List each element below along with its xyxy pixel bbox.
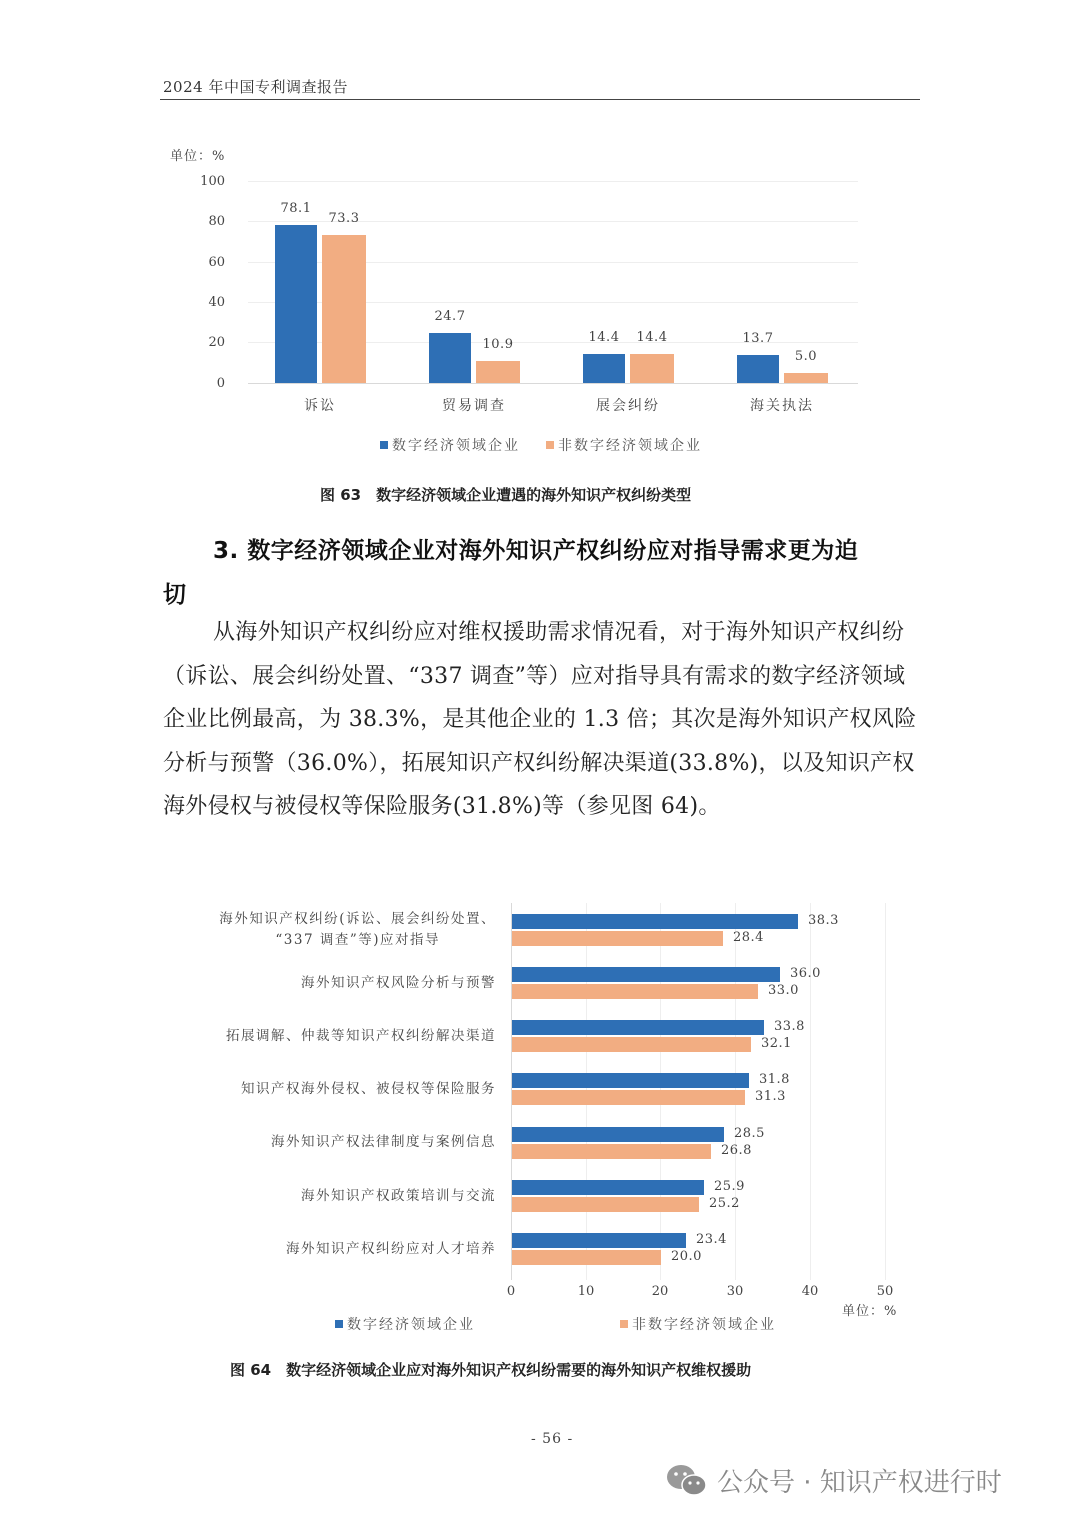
x-tick: 30 (726, 1284, 744, 1299)
value-label: 36.0 (790, 966, 821, 981)
legend-swatch-orange (620, 1320, 628, 1328)
figure-caption: 图 64 数字经济领域企业应对海外知识产权纠纷需要的海外知识产权维权援助 (230, 1361, 752, 1379)
unit-label: 单位：% (170, 149, 226, 164)
value-label: 24.7 (434, 309, 466, 324)
row-label: 海外知识产权风险分析与预警 (301, 975, 496, 991)
value-label: 31.3 (755, 1089, 786, 1104)
wechat-icon (665, 1463, 709, 1499)
row-label: 海外知识产权法律制度与案例信息 (271, 1134, 496, 1150)
row-label: 海外知识产权政策培训与交流 (301, 1188, 496, 1204)
x-tick: 50 (876, 1284, 894, 1299)
gridline (885, 903, 886, 1280)
x-tick: 20 (651, 1284, 669, 1299)
value-label: 28.5 (734, 1126, 765, 1141)
y-tick: 40 (208, 295, 225, 310)
legend-label: 数字经济领域企业 (392, 438, 520, 454)
category-label: 海关执法 (750, 398, 814, 414)
y-tick: 100 (200, 174, 225, 189)
page-number: - 56 - (531, 1431, 574, 1447)
value-label: 10.9 (482, 337, 514, 352)
row-label: 知识产权海外侵权、被侵权等保险服务 (241, 1081, 496, 1097)
value-label: 38.3 (808, 913, 839, 928)
row-label-line2: “337 调查”等)应对指导 (275, 932, 440, 948)
legend-item-digital (335, 1314, 475, 1334)
value-label: 14.4 (588, 330, 620, 345)
category-label: 贸易调查 (442, 398, 506, 414)
y-tick: 60 (208, 255, 225, 270)
y-tick: 80 (208, 214, 225, 229)
bar-non-digital (512, 1037, 751, 1052)
y-tick: 0 (216, 376, 225, 391)
row-label: 拓展调解、仲裁等知识产权纠纷解决渠道 (226, 1028, 496, 1044)
category-label: 展会纠纷 (596, 398, 660, 414)
watermark-text: 公众号 · 知识产权进行时 (717, 1468, 1002, 1498)
unit-label: 单位：% (842, 1304, 898, 1319)
value-label: 73.3 (328, 211, 360, 226)
value-label: 33.8 (774, 1019, 805, 1034)
value-label: 26.8 (721, 1143, 752, 1158)
x-tick: 40 (801, 1284, 819, 1299)
bar-non-digital (512, 931, 723, 946)
value-label: 5.0 (794, 349, 818, 364)
bar-digital (512, 1020, 764, 1035)
value-label: 20.0 (671, 1249, 702, 1264)
gridline (810, 903, 811, 1280)
value-label: 78.1 (280, 201, 312, 216)
value-label: 25.2 (709, 1196, 740, 1211)
figure-caption: 图 63 数字经济领域企业遭遇的海外知识产权纠纷类型 (320, 486, 692, 504)
x-tick: 0 (506, 1284, 516, 1299)
bar-digital (512, 914, 798, 929)
value-label: 23.4 (696, 1232, 727, 1247)
value-label: 13.7 (742, 331, 774, 346)
row-label: 海外知识产权纠纷应对人才培养 (286, 1241, 496, 1257)
section-heading: 3. 数字经济领域企业对海外知识产权纠纷应对指导需求更为迫 (213, 538, 859, 564)
legend-label: 数字经济领域企业 (347, 1317, 475, 1333)
y-tick: 20 (208, 335, 225, 350)
bar-non-digital (512, 1090, 745, 1105)
bar-digital (512, 1073, 749, 1088)
x-tick: 10 (577, 1284, 595, 1299)
bar-digital (512, 967, 780, 982)
bar-non-digital (512, 1144, 711, 1159)
value-label: 25.9 (714, 1179, 745, 1194)
watermark (665, 1462, 1002, 1499)
paragraph-text: 从海外知识产权纠纷应对维权援助需求情况看，对于海外知识产权纠纷（诉讼、展会纠纷处置、“337 调查”等）应对指导具有需求的数字经济领域企业比例最高，为 38.3%，是其他企业的 1.3 倍；其次是海外知识产权风险分析与预警（36.0%），拓展知识产权纠纷解决渠道(33.8%)，以及知识产权海外侵权与被侵权等保险服务(31.8%)等（参见图 64)。 (163, 620, 917, 819)
bar-digital (512, 1180, 704, 1195)
bar-digital (512, 1233, 686, 1248)
legend-swatch-blue (335, 1320, 343, 1328)
legend-label: 非数字经济领域企业 (632, 1317, 776, 1333)
value-label: 14.4 (636, 330, 668, 345)
section-heading-cont: 切 (163, 582, 187, 608)
legend-label: 非数字经济领域企业 (558, 438, 702, 454)
bar-non-digital (512, 1250, 661, 1265)
row-label-line1: 海外知识产权纠纷(诉讼、展会纠纷处置、 (219, 911, 496, 927)
bar-non-digital (512, 984, 758, 999)
running-header: 2024 年中国专利调查报告 (163, 78, 348, 96)
legend-item-non-digital (620, 1314, 776, 1334)
row-label (176, 909, 496, 951)
value-label: 28.4 (733, 930, 764, 945)
value-label: 33.0 (768, 983, 799, 998)
value-label: 31.8 (759, 1072, 790, 1087)
value-label: 32.1 (761, 1036, 792, 1051)
category-label: 诉讼 (304, 398, 336, 414)
bar-digital (512, 1127, 724, 1142)
bar-non-digital (512, 1197, 699, 1212)
